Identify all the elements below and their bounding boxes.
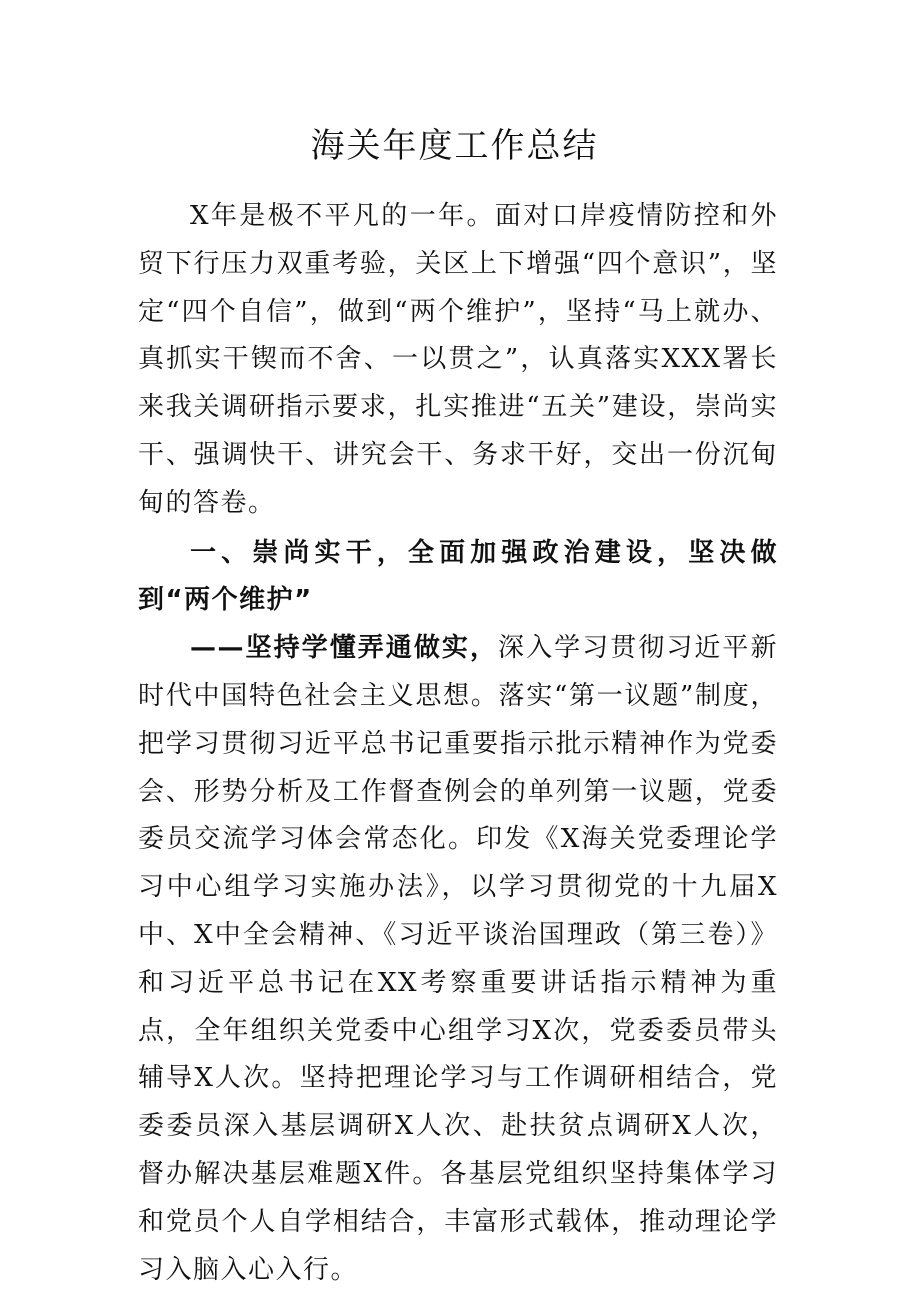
- paragraph-1: [138, 625, 778, 1294]
- intro-paragraph: X年是极不平凡的一年。面对口岸疫情防控和外贸下行压力双重考验，关区上下增强“四个意识”，坚定“四个自信”，做到“两个维护”，坚持“马上就办、真抓实干锲而不舍、一以贯之”，认真落实XXX署长来我关调研指示要求，扎实推进“五关”建设，崇尚实干、强调快干、讲究会干、务求干好，交出一份沉甸甸的答卷。: [138, 201, 778, 518]
- document-title: 海关年度工作总结: [310, 126, 599, 166]
- paragraph-1-lead: ——坚持学懂弄通做实，: [190, 633, 499, 664]
- document-body: [138, 193, 778, 1294]
- paragraph-1-text: 深入学习贯彻习近平新时代中国特色社会主义思想。落实“第一议题”制度，把学习贯彻习近平总书记重要指示批示精神作为党委会、形势分析及工作督查例会的单列第一议题，党委委员交流学习体会常态化。印发《X海关党委理论学习中心组学习实施办法》，以学习贯彻党的十九届X中、X中全会精神、《习近平谈治国理政（第三卷）》和习近平总书记在XX考察重要讲话指示精神为重点，全年组织关党委中心组学习X次，党委委员带头辅导X人次。坚持把理论学习与工作调研相结合，党委委员深入基层调研X人次、赴扶贫点调研X人次，督办解决基层难题X件。各基层党组织坚持集体学习和党员个人自学相结合，丰富形式载体，推动理论学习入脑入心入行。: [138, 633, 778, 1285]
- section-heading-1: 一、崇尚实干，全面加强政治建设，坚决做到“两个维护”: [138, 537, 778, 616]
